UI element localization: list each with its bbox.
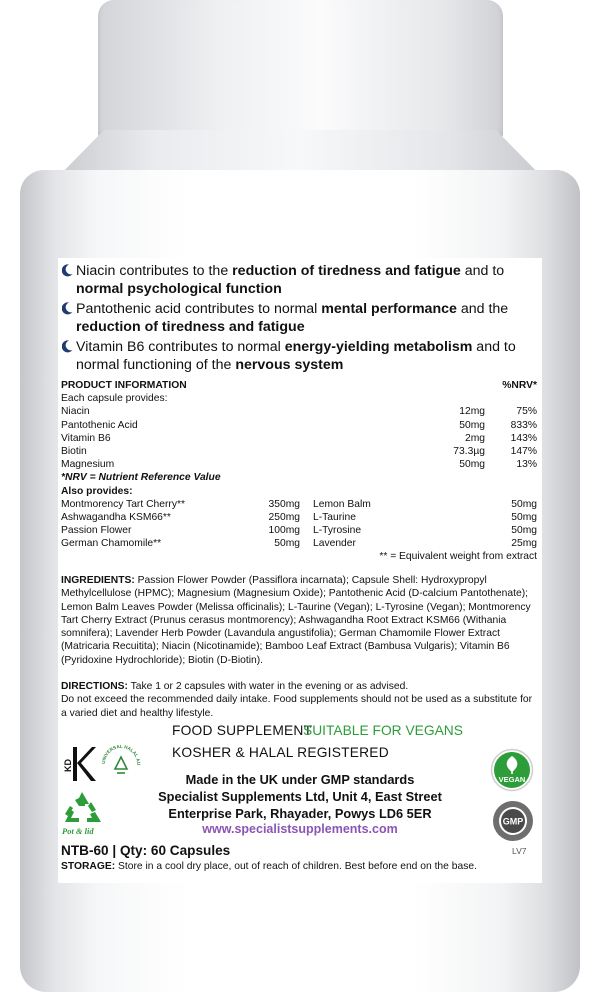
storage bbox=[61, 861, 541, 872]
directions-warning: Do not exceed the recommended daily intake. Food supplements should not be used as a substitute for a varied diet and healthy lifestyle. bbox=[61, 694, 533, 719]
extract-cell: Lemon Balm bbox=[313, 498, 371, 510]
claim-vitamin-b6: Vitamin B6 contributes to normal energy-yielding metabolism and to normal functioning of the nervous system bbox=[62, 338, 542, 374]
nutrient-nrv: 833% bbox=[510, 419, 537, 431]
extract-cell: L-Taurine bbox=[313, 511, 356, 523]
nutrient-rows bbox=[61, 405, 537, 471]
nutrient-name: Niacin bbox=[61, 406, 90, 418]
pi-header bbox=[61, 379, 537, 392]
extract-cell: 50mg bbox=[511, 525, 537, 537]
claim-pantothenic: Pantothenic acid contributes to normal mental performance and the reduction of tiredness and fatigue bbox=[62, 300, 542, 336]
health-claims bbox=[62, 262, 542, 376]
extract-cell: L-Tyrosine bbox=[313, 525, 362, 537]
nutrient-amount: 50mg bbox=[459, 419, 485, 431]
nutrient-amount: 12mg bbox=[459, 406, 485, 418]
pot-lid-label: Pot & lid bbox=[62, 826, 94, 836]
nrv-note: *NRV = Nutrient Reference Value bbox=[61, 472, 221, 484]
also-provides: Also provides: bbox=[61, 485, 133, 497]
storage-text: Store in a cool dry place, out of reach of children. Best before end on the base. bbox=[115, 861, 477, 872]
ingredients-text: Passion Flower Powder (Passiflora incarnata); Capsule Shell: Hydroxypropyl Methylcellulose (HPMC); Magnesium (Magnesium Oxide); Pantothenic Acid (D-calcium Pantothenate); Lemon Balm Leaves Powder (Melissa officinalis); L-Taurine (Vegan); L-Tyrosine (Vegan); Montmorency Tart Cherry Extract (Prunus cerasus montmorency); Ashwagandha Root Extract KSM66 (Withania somnifera); Lavender Herb Powder (Lavandula angustifolia); German Chamomile Flower Extract (Matricaria Recuitita); Niacin (Nicotinamide); Bamboo Leaf Extract (Bambusa Vulgaris); Vitamin B6 (Pyridoxine Hydrochloride); Biotin (D-Biotin). bbox=[61, 575, 531, 666]
nutrient-amount: 2mg bbox=[464, 432, 485, 444]
website-url: www.specialistsupplements.com bbox=[202, 822, 398, 836]
ingredients bbox=[61, 574, 537, 667]
extract-row bbox=[61, 511, 537, 524]
nutrient-nrv: 13% bbox=[516, 459, 537, 471]
gmp-badge-icon bbox=[492, 800, 534, 842]
extract-cell: Montmorency Tart Cherry** bbox=[61, 498, 185, 510]
extract-row bbox=[61, 537, 537, 550]
nutrient-row bbox=[61, 419, 537, 432]
extract-cell: Passion Flower bbox=[61, 525, 132, 537]
nutrient-nrv: 143% bbox=[510, 432, 537, 444]
product-code: NTB-60 | Qty: 60 Capsules bbox=[61, 843, 231, 858]
bottle-cap bbox=[98, 0, 503, 140]
directions bbox=[61, 680, 537, 720]
svg-text:UNIVERSAL HALAL AUTHORITY bbox=[100, 743, 141, 766]
extract-row bbox=[61, 524, 537, 537]
nutrient-nrv: 147% bbox=[510, 445, 537, 457]
nutrient-row bbox=[61, 432, 537, 445]
storage-label: STORAGE: bbox=[61, 861, 116, 872]
kosher-halal-label: KOSHER & HALAL REGISTERED bbox=[172, 745, 389, 760]
svg-text:KD: KD bbox=[63, 759, 73, 772]
svg-text:VEGAN: VEGAN bbox=[498, 775, 526, 784]
moon-icon bbox=[62, 302, 73, 315]
nrv-heading: %NRV* bbox=[502, 380, 537, 391]
extract-cell: 250mg bbox=[268, 511, 300, 523]
kd-kosher-logo bbox=[62, 743, 96, 787]
extract-cell: 100mg bbox=[268, 525, 300, 537]
equiv-note: ** = Equivalent weight from extract bbox=[379, 551, 537, 563]
extract-cell: German Chamomile** bbox=[61, 538, 162, 550]
svg-text:GMP: GMP bbox=[502, 816, 524, 827]
food-supplement-label: FOOD SUPPLEMENT bbox=[172, 723, 313, 738]
extract-cell: 50mg bbox=[511, 498, 537, 510]
product-information bbox=[61, 379, 537, 564]
extract-cell: 350mg bbox=[268, 498, 300, 510]
directions-label: DIRECTIONS: bbox=[61, 681, 128, 692]
nutrient-amount: 73.3µg bbox=[453, 445, 485, 457]
claim-niacin: Niacin contributes to the reduction of tiredness and fatigue and to normal psychological function bbox=[62, 262, 542, 298]
extract-rows bbox=[61, 498, 537, 551]
nutrient-name: Vitamin B6 bbox=[61, 432, 111, 444]
nutrient-row bbox=[61, 445, 537, 458]
lv-code: LV7 bbox=[512, 846, 527, 856]
each-capsule: Each capsule provides: bbox=[61, 393, 168, 405]
recycle-icon bbox=[61, 790, 103, 826]
nutrient-amount: 50mg bbox=[459, 459, 485, 471]
moon-icon bbox=[62, 340, 73, 353]
nutrient-row bbox=[61, 458, 537, 471]
moon-icon bbox=[62, 264, 73, 277]
nutrient-name: Biotin bbox=[61, 445, 87, 457]
extract-cell: 50mg bbox=[511, 511, 537, 523]
extract-cell: Ashwagandha KSM66** bbox=[61, 511, 171, 523]
suitable-for-vegans-label: SUITABLE FOR VEGANS bbox=[303, 723, 463, 738]
extract-cell: Lavender bbox=[313, 538, 356, 550]
manufacturer-info: Made in the UK under GMP standards Specialist Supplements Ltd, Unit 4, East Street Enterprise Park, Rhayader, Powys LD6 5ER bbox=[158, 772, 442, 821]
nutrient-row bbox=[61, 405, 537, 418]
halal-authority-icon bbox=[100, 743, 142, 785]
vegan-badge-icon bbox=[490, 748, 534, 792]
nutrient-name: Magnesium bbox=[61, 459, 115, 471]
nutrient-nrv: 75% bbox=[516, 406, 537, 418]
nutrient-name: Pantothenic Acid bbox=[61, 419, 138, 431]
extract-cell: 50mg bbox=[274, 538, 300, 550]
extract-cell: 25mg bbox=[511, 538, 537, 550]
ingredients-label: INGREDIENTS: bbox=[61, 575, 135, 586]
directions-text: Take 1 or 2 capsules with water in the evening or as advised. bbox=[127, 681, 409, 692]
halal-ring-text: UNIVERSAL HALAL AU bbox=[100, 743, 142, 766]
extract-row bbox=[61, 498, 537, 511]
pi-heading: PRODUCT INFORMATION bbox=[61, 380, 187, 391]
